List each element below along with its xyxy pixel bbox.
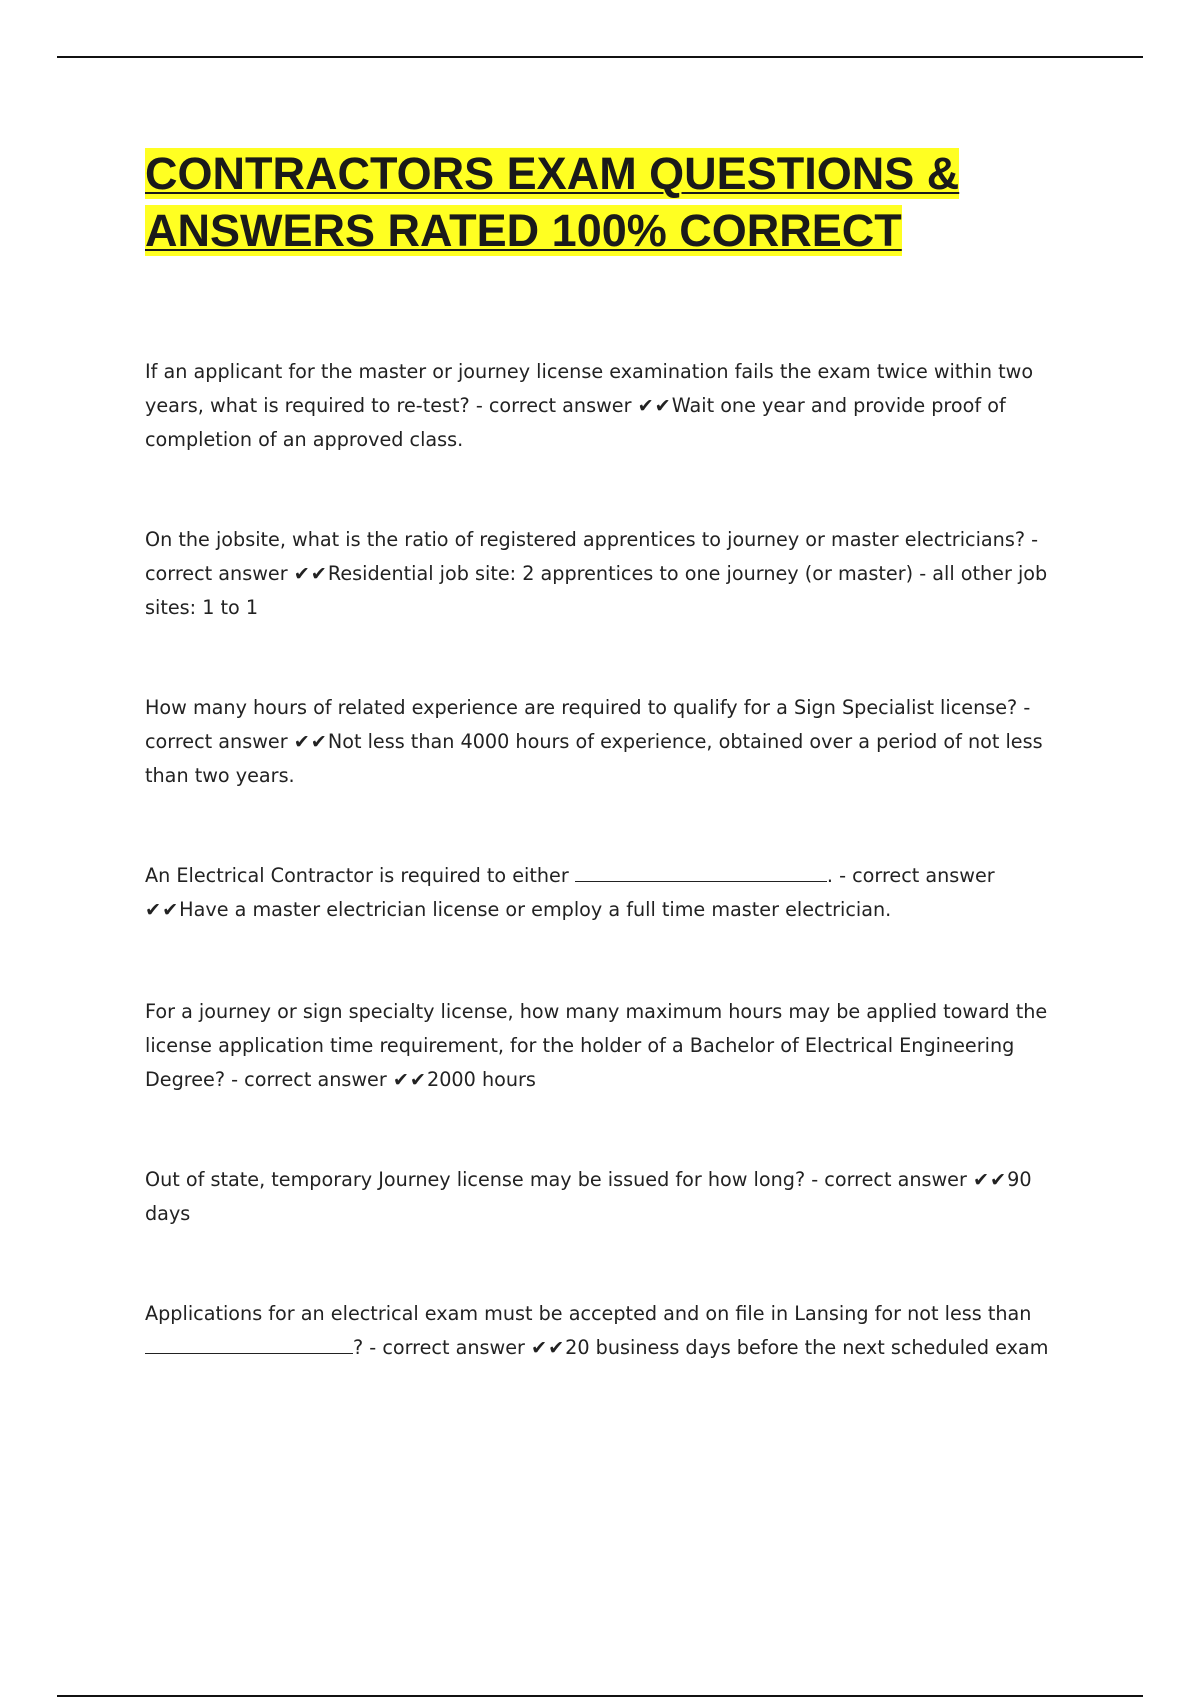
qa-item — [145, 691, 1075, 793]
document-title-text: CONTRACTORS EXAM QUESTIONS & ANSWERS RATED 100% CORRECT — [145, 148, 960, 256]
answer-text: Residential job site: 2 apprentices to one journey (or master) - all other job sites: 1 to 1 — [145, 562, 1048, 619]
answer-marker: - correct answer — [475, 394, 632, 417]
answer-marker: - correct answer — [839, 864, 995, 887]
question-text: How many hours of related experience are required to qualify for a Sign Specialist license? — [145, 696, 1018, 719]
fill-in-blank — [575, 859, 827, 882]
qa-item — [145, 1297, 1075, 1365]
question-text-end: ? — [353, 1336, 364, 1359]
fill-in-blank — [145, 1331, 353, 1354]
answer-text: Have a master electrician license or employ a full time master electrician. — [179, 898, 892, 921]
answer-text: Not less than 4000 hours of experience, obtained over a period of not less than two years. — [145, 730, 1043, 787]
double-check-icon: ✔✔ — [392, 1068, 428, 1091]
question-text-end: . — [826, 864, 833, 887]
question-text: Out of state, temporary Journey license may be issued for how long? — [145, 1168, 806, 1191]
answer-marker: - correct answer — [811, 1168, 967, 1191]
question-text: Applications for an electrical exam must be accepted and on file in Lansing for not less than — [145, 1302, 1032, 1325]
double-check-icon: ✔✔ — [293, 562, 328, 585]
double-check-icon: ✔✔ — [145, 898, 180, 921]
double-check-icon: ✔✔ — [293, 730, 328, 753]
qa-item — [145, 355, 1075, 457]
question-text: If an applicant for the master or journey license examination fails the exam twice within two years, what is required to re-test? — [145, 360, 1034, 417]
answer-text: 2000 hours — [427, 1068, 536, 1091]
answer-marker: - correct answer — [231, 1068, 387, 1091]
double-check-icon: ✔✔ — [531, 1336, 566, 1359]
answer-marker: - correct answer — [369, 1336, 525, 1359]
answer-marker: - correct answer — [145, 528, 1039, 585]
bottom-rule — [57, 1695, 1143, 1697]
answer-text: Wait one year and provide proof of completion of an approved class. — [145, 394, 1006, 451]
qa-item — [145, 523, 1075, 625]
answer-marker: - correct answer — [145, 696, 1031, 753]
question-text: For a journey or sign specialty license, how many maximum hours may be applied toward the license application time requirement, for the holder of a Bachelor of Electrical Engineering Degree? — [145, 1000, 1048, 1091]
top-rule — [57, 56, 1143, 58]
double-check-icon: ✔✔ — [637, 394, 672, 417]
qa-item — [145, 995, 1075, 1097]
qa-item — [145, 1163, 1075, 1231]
double-check-icon: ✔✔ — [972, 1168, 1008, 1191]
question-text: An Electrical Contractor is required to either — [145, 864, 569, 887]
qa-item — [145, 859, 1075, 927]
answer-text: 20 business days before the next scheduled exam — [565, 1336, 1049, 1359]
document-title — [145, 145, 1095, 259]
question-text: On the jobsite, what is the ratio of registered apprentices to journey or master electricians? — [145, 528, 1026, 551]
answer-text: 90 days — [145, 1168, 1032, 1225]
